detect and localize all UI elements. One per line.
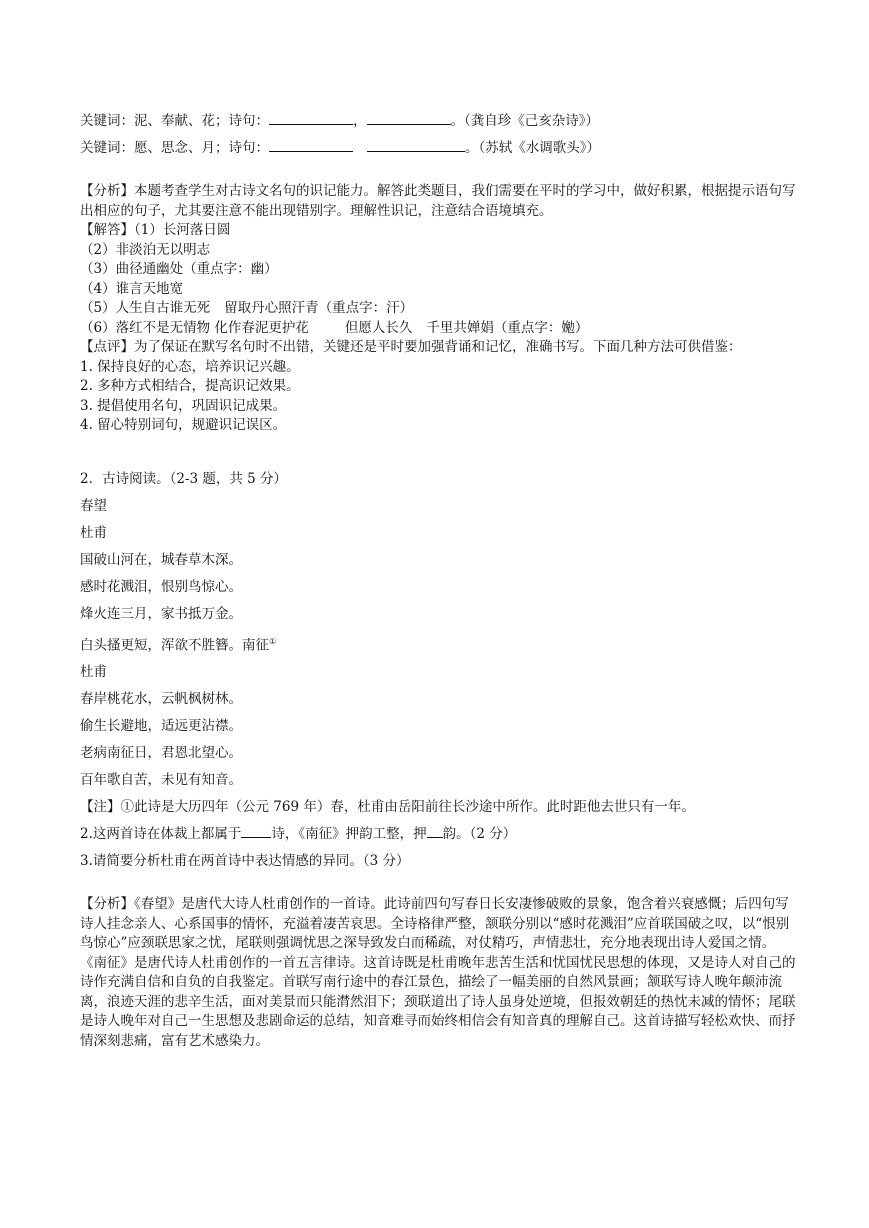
answer-blank[interactable] (269, 110, 353, 125)
poem-note: 【注】①此诗是大历四年（公元 769 年）春，杜甫由岳阳前往长沙途中所作。此时距他去世只有一年。 (80, 799, 695, 815)
poem-title: 南征 (242, 637, 269, 653)
footnote-mark: ① (269, 636, 277, 646)
poem-author: 杜甫 (80, 524, 107, 541)
keyword-line-1-prefix: 关键词：泥、奉献、花；诗句： (80, 113, 269, 129)
answer-item: （2）非淡泊无以明志 (80, 241, 211, 258)
tip-item: 3. 提倡使用名句，巩固识记成果。 (80, 397, 287, 414)
answer-blank[interactable] (367, 110, 451, 125)
tip-item: 2. 多种方式相结合，提高识记效果。 (80, 378, 300, 394)
answer-blank[interactable] (427, 823, 443, 838)
question-title: 2．古诗阅读。（2-3 题，共 5 分） (80, 470, 288, 487)
keyword-line-2 (80, 135, 800, 162)
answer-item: （3）曲径通幽处（重点字：幽） (80, 261, 278, 277)
poem-title: 春望 (80, 497, 107, 514)
answer-blank[interactable] (269, 137, 353, 152)
keyword-line-1 (80, 108, 800, 135)
keyword-line-1-suffix: 。（龚自珍《己亥杂诗》） (450, 113, 599, 129)
answer-item-text: （5）人生自古谁无死 (80, 300, 211, 316)
answer-item-text: （1）长河落日圆 (134, 222, 231, 238)
poem-line: 烽火连三月，家书抵万金。 (80, 605, 242, 622)
analysis-paragraph: 【分析】本题考查学生对古诗文名句的识记能力。解答此类题目，我们需要在平时的学习中，做好积累，根据提示语句写出相应的句子，尤其要注意不能出现错别字。理解性识记，注意结合语境填充。 (80, 183, 796, 219)
answer-item-text: 留取丹心照汗青（重点字：汗） (224, 300, 414, 316)
poem-author: 杜甫 (80, 664, 107, 680)
answer-item-text: 但愿人长久 (344, 319, 413, 336)
keyword-line-2-prefix: 关键词：愿、思念、月；诗句： (80, 140, 269, 156)
answer-item (80, 319, 800, 339)
sub-question-text: 2.这两首诗在体裁上都属于 (80, 826, 242, 842)
answer-blank[interactable] (241, 823, 271, 838)
poem-line: 国破山河在，城春草木深。 (80, 551, 242, 568)
poem-line-text: 白头搔更短，浑欲不胜簪。 (80, 637, 242, 653)
sub-question-2 (80, 821, 800, 848)
sub-question-text: 诗，《南征》押韵工整，押 (271, 826, 427, 842)
sub-question-text: 韵。（2 分） (442, 826, 517, 842)
analysis-paragraph: 《南征》是唐代诗人杜甫创作的一首五言律诗。这首诗既是杜甫晚年悲苦生活和忧国忧民思想的体现，又是诗人对自己的诗作充满自信和自负的自我鉴定。首联写南行途中的春江景色，描绘了一幅美丽的自然风景画；颔联写诗人晚年颠沛流离，浪迹天涯的悲辛生活，面对美景而只能潸然泪下；颈联道出了诗人虽身处逆境，但报效朝廷的热忱未减的情怀；尾联是诗人晚年对自己一生思想及悲剧命运的总结，知音难寻而始终相信会有知音真的理解自己。这首诗描写轻松欢快、而抒情深刻悲痛，富有艺术感染力。 (80, 954, 796, 1049)
tip-item: 1. 保持良好的心态，培养识记兴趣。 (80, 358, 300, 375)
analysis-paragraph: 【分析】《春望》是唐代大诗人杜甫创作的一首诗。此诗前四句写春日长安凄惨破败的景象，饱含着兴衰感慨；后四句写诗人挂念亲人、心系国事的情怀，充溢着凄苦哀思。全诗格律严整，颔联分别以“感时花溅泪”应首联国破之叹，以“恨别鸟惊心”应颈联思家之忧，尾联则强调忧思之深导致发白而稀疏，对仗精巧，声情悲壮，充分地表现出诗人爱国之情。 (80, 896, 790, 951)
document-page (80, 108, 800, 1051)
answer-block-1 (80, 182, 800, 436)
analysis-block-2 (80, 895, 800, 1051)
poem-line: 老病南征日，君恩北望心。 (80, 745, 242, 761)
poem-line: 春岸桃花水，云帆枫树林。 (80, 691, 242, 707)
poem-line: 百年歌自苦，未见有知音。 (80, 772, 242, 788)
keyword-line-1-separator: ， (353, 113, 367, 129)
poem-line: 偷生长避地，适远更沾襟。 (80, 718, 242, 734)
poem-line (80, 628, 800, 660)
sub-question-3: 3.请简要分析杜甫在两首诗中表达情感的异同。（3 分） (80, 853, 410, 869)
answer-item: （4）谁言天地宽 (80, 280, 184, 297)
keyword-line-2-suffix: 。（苏轼《水调歌头》） (465, 140, 600, 156)
poem-line: 感时花溅泪，恨别鸟惊心。 (80, 578, 242, 595)
question-2 (80, 466, 800, 876)
answer-item (80, 221, 800, 241)
answer-item (80, 299, 800, 319)
tip-item: 4. 留心特别词句，规避识记误区。 (80, 417, 287, 433)
comment-paragraph: 【点评】为了保证在默写名句时不出错，关键还是平时要加强背诵和记忆，准确书写。下面几种方法可供借鉴： (80, 339, 742, 355)
answer-head: 【解答】 (80, 222, 134, 238)
answer-item-text: （6）落红不是无情物 化作春泥更护花 (80, 319, 309, 336)
answer-blank[interactable] (367, 137, 465, 152)
answer-item-text: 千里共婵娟（重点字：㛯） (426, 319, 589, 336)
